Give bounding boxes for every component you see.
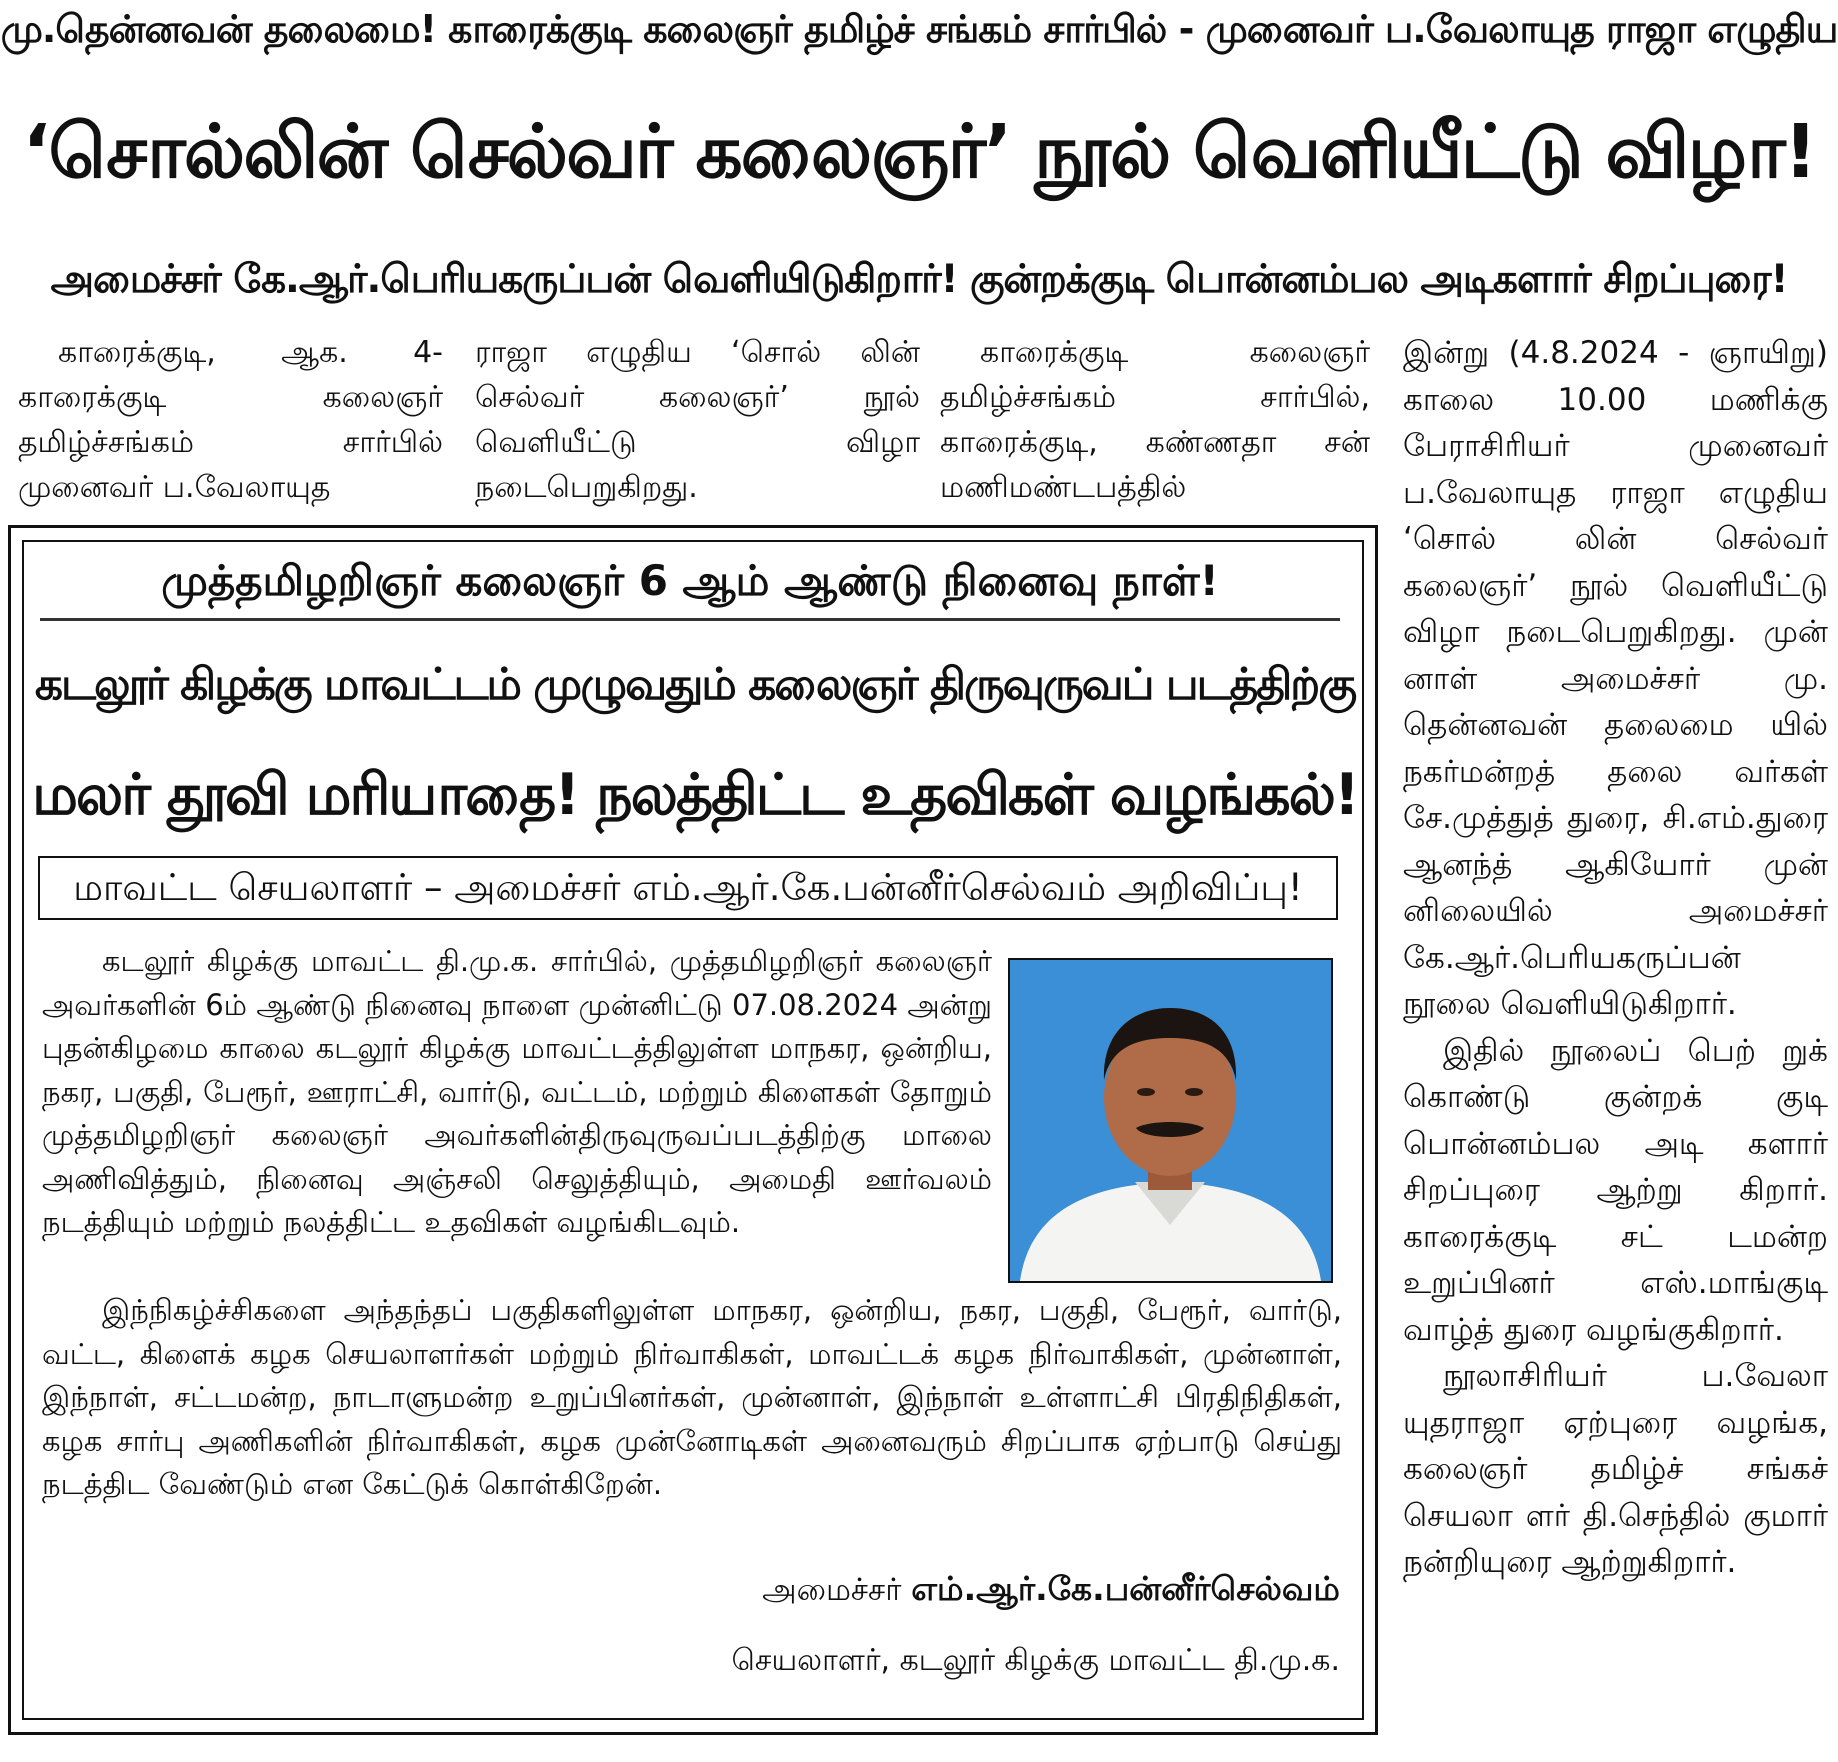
signature-title: அமைச்சர் (762, 1572, 902, 1608)
article-text: இன்று (4.8.2024 - ஞாயிறு) காலை 10.00 மணிக்கு பேராசிரியர் முனைவர் ப.வேலாயுத ராஜா எழுதிய ‘சொல் லின் செல்வர் கலைஞர்’ நூல் வெளியீட்டு விழா நடைபெறுகிறது. முன் னாள் அமைச்சர் மு. தென்னவன் தலைமை யில் நகர்மன்றத் தலை வர்கள் சே.முத்துத் துரை, சி.எம்.துரை ஆனந்த் ஆகியோர் முன் னிலையில் அமைச்சர் கே.ஆர்.பெரியகருப்பன் நூலை வெளியிடுகிறார். (1403, 335, 1828, 1022)
box-paragraph-2: இந்நிகழ்ச்சிகளை அந்தந்தப் பகுதிகளிலுள்ள மாநகர, ஒன்றிய, நகர, பகுதி, பேரூர், வார்டு, வட்ட, கிளைக் கழக செயலாளர்கள் மற்றும் நிர்வாகிகள், மாவட்டக் கழக நிர்வாகிகள், முன்னாள், இந்நாள், சட்டமன்ற, நாடாளுமன்ற உறுப்பினர்கள், முன்னாள், இந்நாள் உள்ளாட்சி பிரதிநிதிகள், கழக சார்பு அணிகளின் நிர்வாகிகள், கழக முன்னோடிகள் அனைவரும் சிறப்பாக ஏற்பாடு செய்து நடத்திட வேண்டும் என கேட்டுக் கொள்கிறேன். (42, 1293, 1342, 1501)
article-text: நூலாசிரியர் ப.வேலா யுதராஜா ஏற்புரை வழங்க, கலைஞர் தமிழ்ச் சங்கச் செயலா ளர் தி.செந்தில் குமார் நன்றியுரை ஆற்றுகிறார். (1403, 1358, 1828, 1580)
box-body-bottom (42, 1289, 1342, 1507)
strapline: மு.தென்னவன் தலைமை! காரைக்குடி கலைஞர் தமிழ்ச் சங்கம் சார்பில் - முனைவர் ப.வேலாயுத ராஜா எழுதிய (0, 7, 1838, 51)
article-text: ராஜா எழுதிய ‘சொல் லின் செல்வர் கலைஞர்’ நூல் வெளியீட்டு விழா நடைபெறுகிறது. (475, 335, 920, 505)
article-text: காரைக்குடி, ஆக. 4- காரைக்குடி கலைஞர் தமிழ்ச்சங்கம் சார்பில் முனைவர் ப.வேலாயுத (18, 335, 443, 505)
article-column-4 (1403, 330, 1828, 1586)
article-text: இதில் நூலைப் பெற் றுக் கொண்டு குன்றக் குடி பொன்னம்பல அடி களார் சிறப்புரை ஆற்று கிறார். காரைக்குடி சட் டமன்ற உறுப்பினர் எஸ்.மாங்குடி வாழ்த் துரை வழங்குகிறார். (1403, 1032, 1828, 1348)
signature-line (540, 1560, 1340, 1619)
article-column-1 (18, 330, 443, 510)
box-headline-line-1: கடலூர் கிழக்கு மாவட்டம் முழுவதும் கலைஞர் திருவுருவப் படத்திற்கு (34, 659, 1356, 710)
divider (40, 618, 1340, 621)
signature-name: எம்.ஆர்.கே.பன்னீர்செல்வம் (911, 1569, 1340, 1608)
box-body-top (42, 940, 992, 1245)
box-paragraph-1: கடலூர் கிழக்கு மாவட்ட தி.மு.க. சார்பில், முத்தமிழறிஞர் கலைஞர் அவர்களின் 6ம் ஆண்டு நினைவு நாளை முன்னிட்டு 07.08.2024 அன்று புதன்கிழமை காலை கடலூர் கிழக்கு மாவட்டத்திலுள்ள மாநகர, ஒன்றிய, நகர, பகுதி, பேரூர், ஊராட்சி, வார்டு, வட்டம், மற்றும் கிளைகள் தோறும் முத்தமிழறிஞர் கலைஞர் அவர்களின்திருவுருவப்படத்திற்கு மாலை அணிவித்தும், நினைவு அஞ்சலி செலுத்தியும், அமைதி ஊர்வலம் நடத்தியும் மற்றும் நலத்திட்ட உதவிகள் வழங்கிடவும். (42, 944, 992, 1239)
article-column-3 (940, 330, 1370, 510)
signature-role: செயலாளர், கடலூர் கிழக்கு மாவட்ட தி.மு.க. (731, 1643, 1340, 1678)
box-kicker: முத்தமிழறிஞர் கலைஞர் 6 ஆம் ஆண்டு நினைவு நாள்! (161, 556, 1219, 605)
article-column-2 (475, 330, 920, 510)
box-headline (30, 630, 1360, 850)
subheadline: அமைச்சர் கே.ஆர்.பெரியகருப்பன் வெளியிடுகிறார்! குன்றக்குடி பொன்னம்பல அடிகளார் சிறப்புரை! (50, 257, 1788, 302)
article-text: காரைக்குடி கலைஞர் தமிழ்ச்சங்கம் சார்பில், காரைக்குடி, கண்ணதா சன் மணிமண்டபத்தில் (940, 335, 1370, 505)
announcement-banner: மாவட்ட செயலாளர் – அமைச்சர் எம்.ஆர்.கே.பன்னீர்செல்வம் அறிவிப்பு! (38, 856, 1338, 920)
box-headline-line-2: மலர் தூவி மரியாதை! நலத்திட்ட உதவிகள் வழங்கல்! (32, 762, 1358, 828)
headline: ‘சொல்லின் செல்வர் கலைஞர்’ நூல் வெளியீட்டு விழா! (22, 109, 1816, 195)
portrait-image (1010, 960, 1331, 1281)
portrait-photo (1008, 958, 1333, 1283)
